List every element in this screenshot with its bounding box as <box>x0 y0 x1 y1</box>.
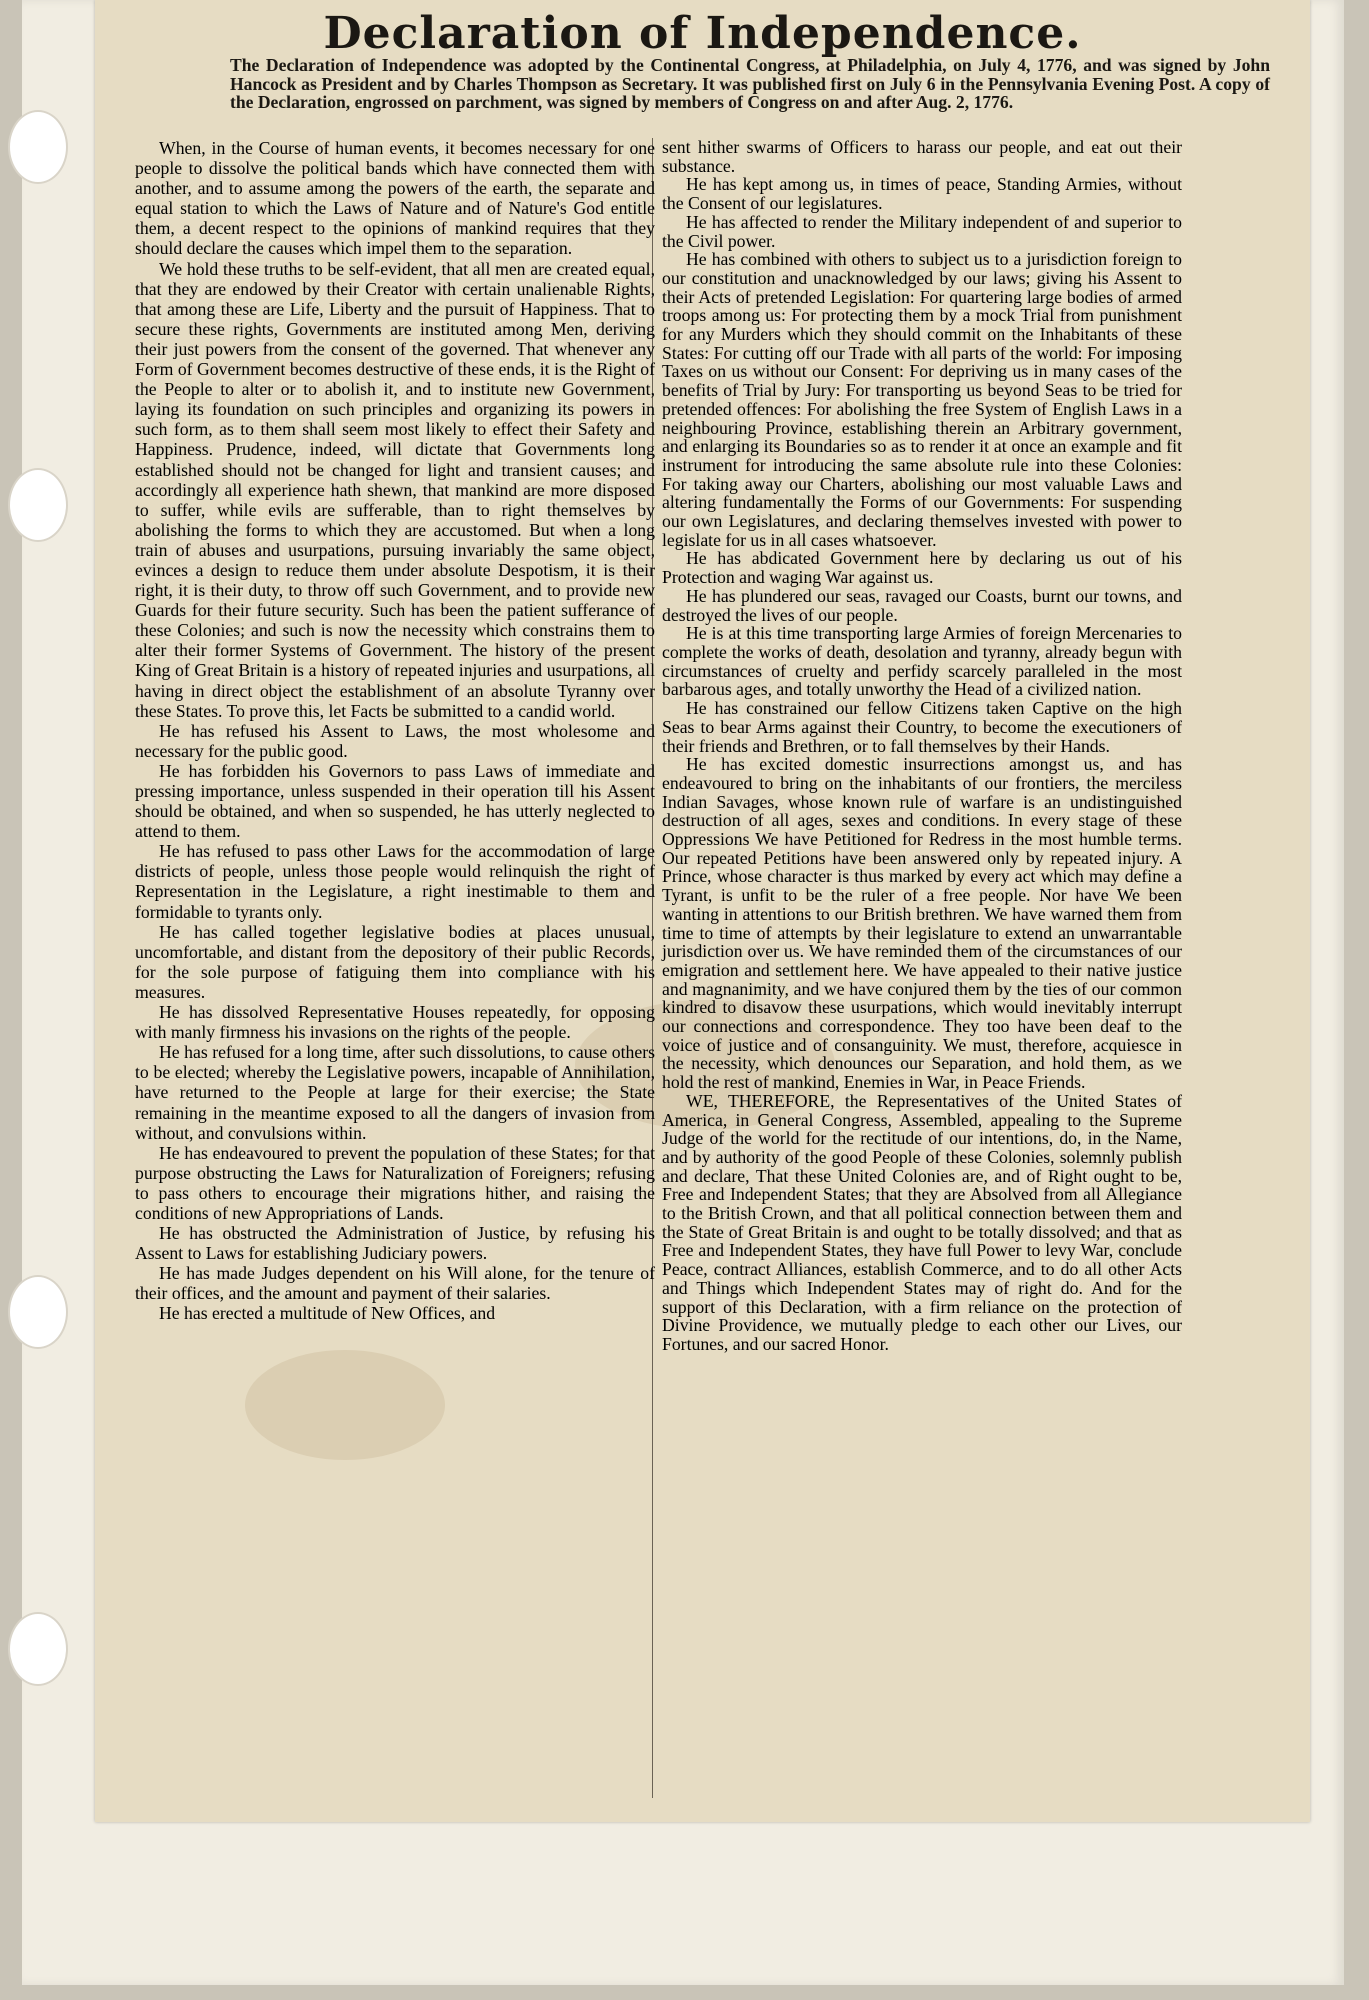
right-column <box>662 138 1182 1354</box>
document-title: Declaration of Independence. <box>323 8 1082 59</box>
paragraph: When, in the Course of human events, it becomes necessary for one people to dissolve the political bands which have connected them with another, and to assume among the powers of the earth, the separate and equal station to which the Laws of Nature and of Nature's God entitle them, a decent respect to the opinions of mankind requires that they should declare the causes which impel them to the separation. <box>135 138 655 259</box>
intro-paragraph: The Declaration of Independence was adopted by the Continental Congress, at Philadelphia, on July 4, 1776, and was signed by John Hancock as President and by Charles Thompson as Secretary. It was published first on July 6 in the Pennsylvania Evening Post. A copy of the Declaration, engrossed on parchment, was signed by members of Congress on and after Aug. 2, 1776. <box>230 55 1270 113</box>
paragraph: He has kept among us, in times of peace, Standing Armies, without the Consent of our legislatures. <box>662 174 1182 214</box>
paragraph: He has dissolved Representative Houses repeatedly, for opposing with manly firmness his invasions on the rights of the people. <box>135 1002 655 1043</box>
paragraph: We hold these truths to be self-evident, that all men are created equal, that they are endowed by their Creator with certain unalienable Rights, that among these are Life, Liberty and the pursuit of Happiness. That to secure these rights, Governments are instituted among Men, deriving their just powers from the consent of the governed. That whenever any Form of Government becomes destructive of these ends, it is the Right of the People to alter or to abolish it, and to institute new Government, laying its foundation on such principles and organizing its powers in such form, as to them shall seem most likely to effect their Safety and Happiness. Prudence, indeed, will dictate that Governments long established should not be changed for light and transient causes; and accordingly all experience hath shewn, that mankind are more disposed to suffer, while evils are sufferable, than to right themselves by abolishing the forms to which they are accustomed. But when a long train of abuses and usurpations, pursuing invariably the same object, evinces a design to reduce them under absolute Despotism, it is their right, it is their duty, to throw off such Government, and to provide new Guards for their future security. Such has been the patient sufferance of these Colonies; and such is now the necessity which constrains them to alter their former Systems of Government. The history of the present King of Great Britain is a history of repeated injuries and usurpations, all having in direct object the establishment of an absolute Tyranny over these States. To prove this, let Facts be submitted to a candid world. <box>135 258 655 721</box>
paragraph: sent hither swarms of Officers to harass our people, and eat out their substance. <box>662 137 1182 176</box>
paragraph: He is at this time transporting large Armies of foreign Mercenaries to complete the works of death, desolation and tyranny, already begun with circumstances of cruelty and perfidy scarcely paralleled in the most barbarous ages, and totally unworthy the Head of a civilized nation. <box>662 623 1182 700</box>
paragraph: He has refused for a long time, after such dissolutions, to cause others to be elected; whereby the Legislative powers, incapable of Annihilation, have returned to the People at large for their exercise; the State remaining in the meantime exposed to all the dangers of invasion from without, and convulsions within. <box>135 1042 655 1143</box>
paragraph: He has made Judges dependent on his Will alone, for the tenure of their offices, and the amount and payment of their salaries. <box>135 1263 655 1304</box>
paragraph: He has endeavoured to prevent the population of these States; for that purpose obstructing the Laws for Naturalization of Foreigners; refusing to pass others to encourage their migrations hither, and raising the conditions of new Appropriations of Lands. <box>135 1142 655 1223</box>
paragraph: He has affected to render the Military independent of and superior to the Civil power. <box>662 211 1182 251</box>
paragraph: He has refused to pass other Laws for the accommodation of large districts of people, unless those people would relinquish the right of Representation in the Legislature, a right inestimable to them and formidable to tyrants only. <box>135 841 655 922</box>
paragraph: He has obstructed the Administration of Justice, by refusing his Assent to Laws for establishing Judiciary powers. <box>135 1223 655 1264</box>
left-column <box>135 138 655 1324</box>
paragraph: He has erected a multitude of New Offices, and <box>159 1303 496 1324</box>
paragraph: He has refused his Assent to Laws, the most wholesome and necessary for the public good. <box>135 720 655 761</box>
paragraph: He has abdicated Government here by declaring us out of his Protection and waging War against us. <box>662 548 1182 588</box>
paragraph: He has plundered our seas, ravaged our Coasts, burnt our towns, and destroyed the lives of our people. <box>662 585 1182 625</box>
paragraph: He has forbidden his Governors to pass Laws of immediate and pressing importance, unless suspended in their operation till his Assent should be obtained, and when so suspended, he has utterly neglected to attend to them. <box>135 760 655 842</box>
paragraph: He has constrained our fellow Citizens taken Captive on the high Seas to bear Arms against their Country, to become the executioners of their friends and Brethren, or to fall themselves by their Hands. <box>662 698 1182 756</box>
paragraph: He has combined with others to subject us to a jurisdiction foreign to our constitution and unacknowledged by our laws; giving his Assent to their Acts of pretended Legislation: For quartering large bodies of armed troops among us: For protecting them by a mock Trial from punishment for any Murders which they should commit on the Inhabitants of these States: For cutting off our Trade with all parts of the world: For imposing Taxes on us without our Consent: For depriving us in many cases of the benefits of Trial by Jury: For transporting us beyond Seas to be tried for pretended offences: For abolishing the free System of English Laws in a neighbouring Province, establishing therein an Arbitrary government, and enlarging its Boundaries so as to render it at once an example and fit instrument for introducing the same absolute rule into these Colonies: For taking away our Charters, abolishing our most valuable Laws and altering fundamentally the Forms of our Governments: For suspending our own Legislatures, and declaring themselves invested with power to legislate for us in all cases whatsoever. <box>662 249 1182 550</box>
paragraph: He has excited domestic insurrections amongst us, and has endeavoured to bring on the inhabitants of our frontiers, the merciless Indian Savages, whose known rule of warfare is an undistinguished destruction of all ages, sexes and conditions. In every stage of these Oppressions We have Petitioned for Redress in the most humble terms. Our repeated Petitions have been answered only by repeated injury. A Prince, whose character is thus marked by every act which may define a Tyrant, is unfit to be the ruler of a free people. Nor have We been wanting in attentions to our British brethren. We have warned them from time to time of attempts by their legislature to extend an unwarrantable jurisdiction over us. We have reminded them of the circumstances of our emigration and settlement here. We have appealed to their native justice and magnanimity, and we have conjured them by the ties of our common kindred to disavow these usurpations, which would inevitably interrupt our connections and correspondence. They too have been deaf to the voice of justice and of consanguinity. We must, therefore, acquiesce in the necessity, which denounces our Separation, and hold them, as we hold the rest of mankind, Enemies in War, in Peace Friends. <box>662 754 1182 1093</box>
paragraph: WE, THEREFORE, the Representatives of the United States of America, in General Congress, Assembled, appealing to the Supreme Judge of the world for the rectitude of our intentions, do, in the Name, and by authority of the good People of these Colonies, solemnly publish and declare, That these United Colonies are, and of Right ought to be, Free and Independent States; that they are Absolved from all Allegiance to the British Crown, and that all political connection between them and the State of Great Britain is and ought to be totally dissolved; and that as Free and Independent States, they have full Power to levy War, conclude Peace, contract Alliances, establish Commerce, and to do all other Acts and Things which Independent States may of right do. And for the support of this Declaration, with a firm reliance on the protection of Divine Providence, we mutually pledge to each other our Lives, our Fortunes, and our sacred Honor. <box>662 1090 1182 1354</box>
paragraph: He has called together legislative bodies at places unusual, uncomfortable, and distant from the depository of their public Records, for the sole purpose of fatiguing them into compliance with his measures. <box>135 921 655 1002</box>
